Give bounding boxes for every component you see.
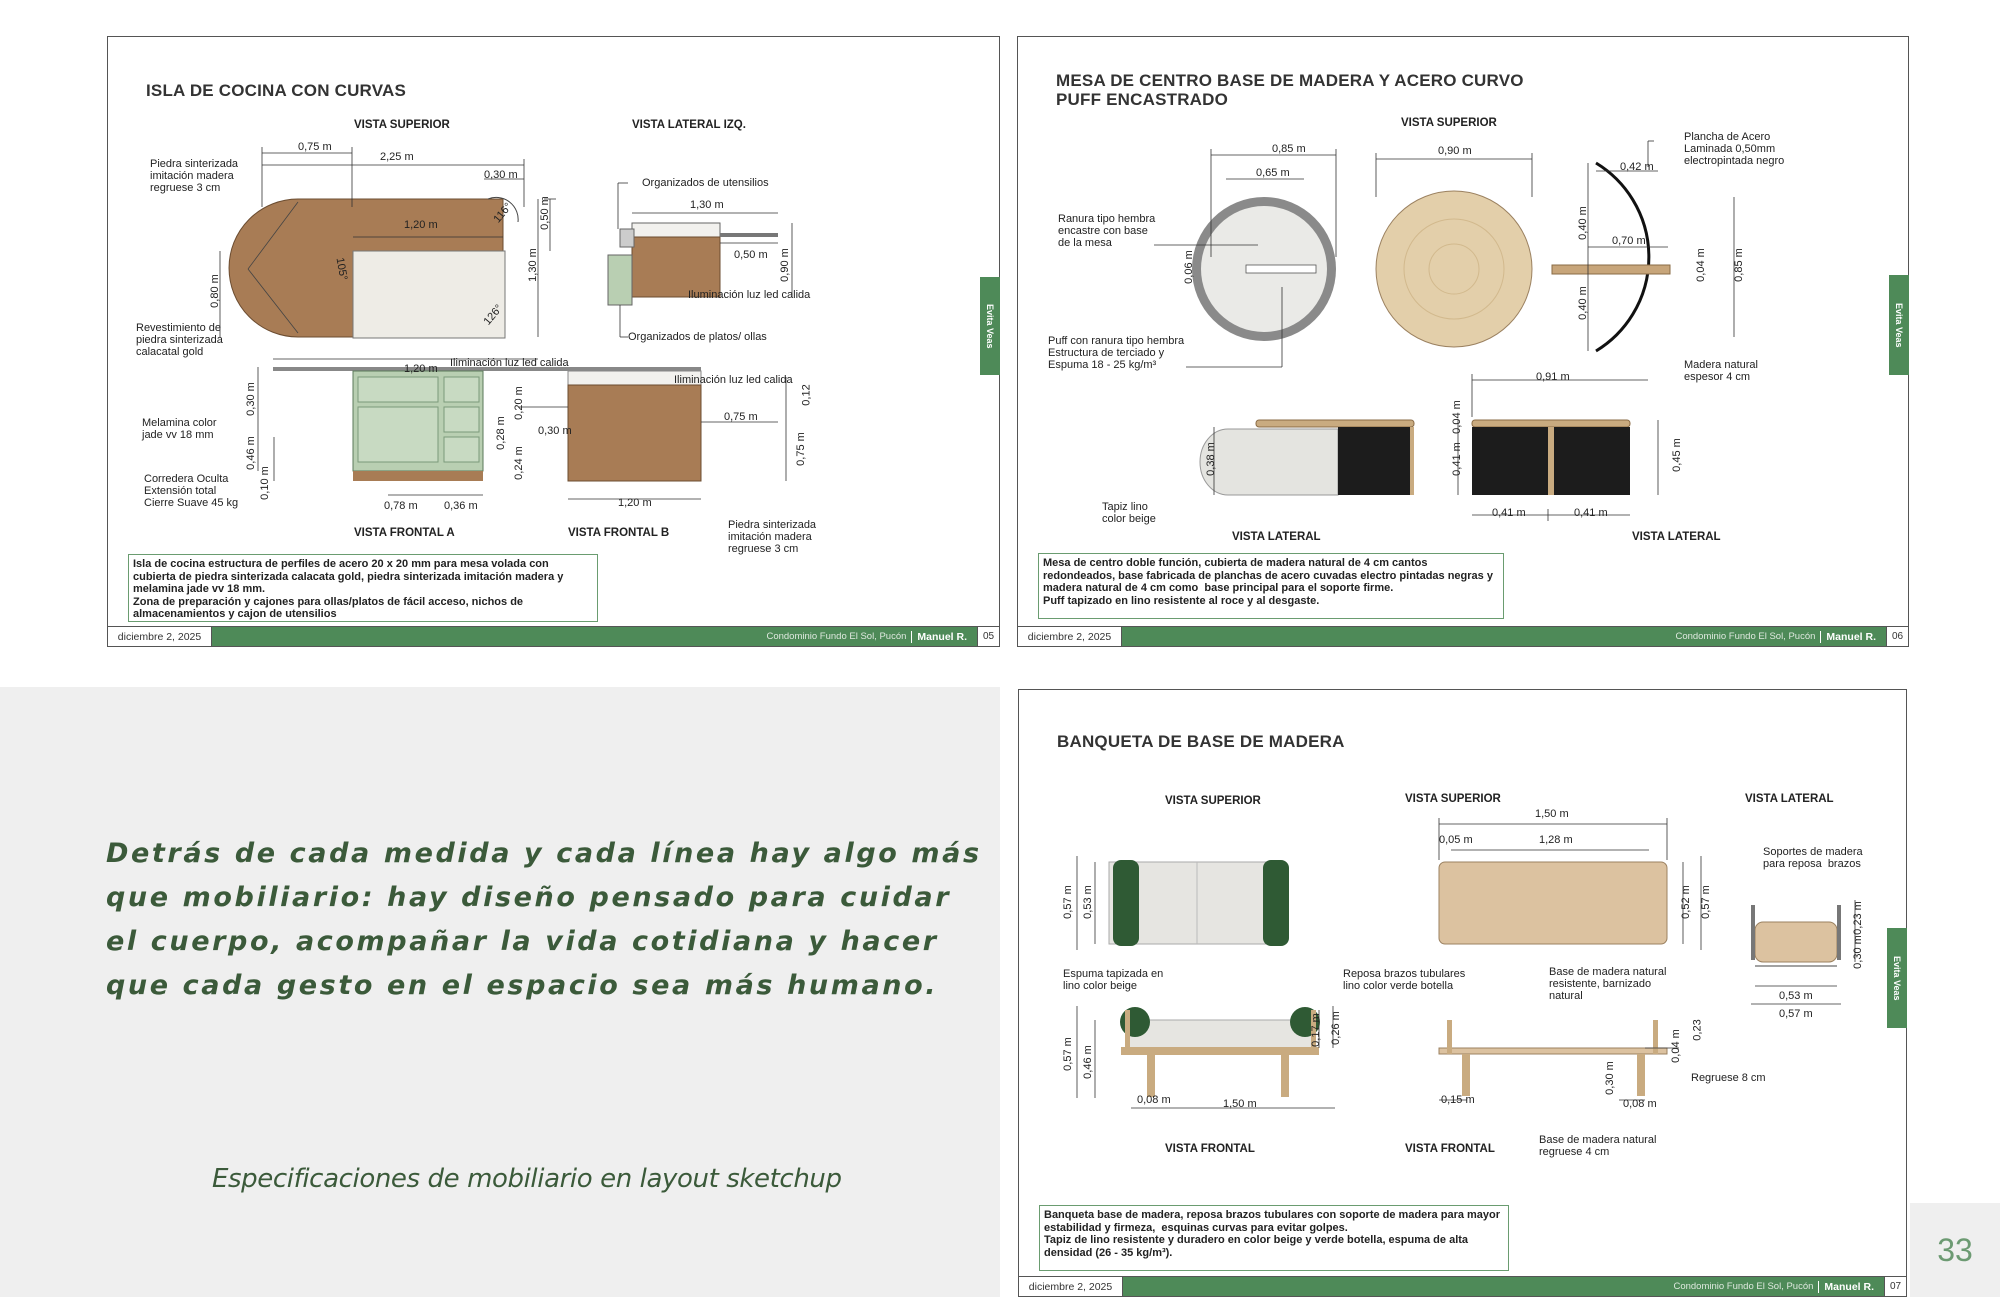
footer-band (1123, 1277, 1884, 1296)
sheet-footer (1018, 626, 1908, 646)
dim: 0,57 m (1061, 885, 1074, 919)
dim: 0,04 m (1694, 248, 1707, 282)
dim: 0,12 (800, 384, 813, 406)
sheet-note: Mesa de centro doble función, cubierta de madera natural de 4 cm cantos redondeados, base fabricada de planchas de acero cuvadas electro pintadas negras y madera natural de 4 cm como base principal para el soporte firme. Puff tapizado en lino resistente al roce y al desgaste. (1038, 553, 1504, 619)
bench-lat-seat (1755, 922, 1837, 962)
dim: 0,30 m (1603, 1061, 1616, 1095)
dim: 0,15 m (1441, 1094, 1475, 1106)
side-tab: Evita Veas (980, 277, 1000, 375)
dim: 0,08 m (1137, 1094, 1171, 1106)
lat1-tabletop (1256, 420, 1414, 427)
dim: 0,50 m (734, 249, 768, 261)
footer-page-number: 06 (1886, 627, 1908, 646)
dim: 116° (491, 200, 515, 226)
island-top-marble (353, 251, 505, 338)
view-label-lateral-1: VISTA LATERAL (1232, 531, 1321, 543)
dim: 0,57 m (1779, 1008, 1813, 1020)
label-revestimiento: Revestimiento de piedra sinterizada calacatal gold (136, 322, 223, 358)
bench-top-arm-left (1113, 860, 1139, 946)
dim: 0,05 m (1439, 834, 1473, 846)
label-melamina: Melamina color jade vv 18 mm (142, 417, 217, 441)
bench-front2-leg (1462, 1054, 1470, 1096)
bench-top-arm-right (1263, 860, 1289, 946)
footer-author: Manuel R. (1820, 631, 1876, 643)
dim: 1,50 m (1535, 808, 1569, 820)
dim: 0,91 m (1536, 371, 1570, 383)
dim: 0,23 m (1851, 901, 1864, 935)
dim: 0,17 m (1309, 1013, 1322, 1047)
view-label-front-a: VISTA FRONTAL A (354, 527, 455, 539)
lat1-steel-base (1338, 427, 1410, 495)
steel-curve-side (1596, 163, 1649, 351)
dim: 0,65 m (1256, 167, 1290, 179)
dim: 0,24 m (512, 446, 525, 480)
dim: 0,38 m (1204, 442, 1217, 476)
label-puff: Puff con ranura tipo hembra Estructura de terciado y Espuma 18 - 25 kg/m³ (1048, 335, 1185, 371)
dim: 0,41 m (1492, 507, 1526, 519)
dim: 0,85 m (1272, 143, 1306, 155)
bench-front-arm-left (1120, 1007, 1150, 1037)
dim: 0,30 m (538, 425, 572, 437)
dim: 0,42 m (1620, 161, 1654, 173)
dim: 0,80 m (208, 274, 221, 308)
dim: 0,53 m (1779, 990, 1813, 1002)
sheet-note: Isla de cocina estructura de perfiles de acero 20 x 20 mm para mesa volada con cubierta de piedra sinterizada calacata gold, piedra sinterizada imitación madera y melamina jade vv 18 mm. Zona de preparación y cajones para ollas/platos de fácil acceso, nichos de almacenamientos y cajon de utensilios (128, 554, 598, 622)
view-label-front-b: VISTA FRONTAL B (568, 527, 670, 539)
sheet-bench (1018, 689, 1907, 1297)
dim: 0,45 m (1670, 438, 1683, 472)
footer-band (1122, 627, 1886, 646)
dim: 0,30 m (484, 169, 518, 181)
view-label-lateral: VISTA LATERAL (1745, 793, 1834, 805)
dim: 0,75 m (298, 141, 332, 153)
bench-front-cushion (1127, 1020, 1313, 1048)
footer-band (212, 627, 977, 646)
footer-project: Condominio Fundo El Sol, Pucón (766, 631, 907, 642)
dim: 0,46 m (244, 436, 257, 470)
label-tapiz: Tapiz lino color beige (1102, 501, 1156, 525)
dim: 0,10 m (258, 466, 271, 500)
dim: 0,53 m (1081, 885, 1094, 919)
sheet-title: BANQUETA DE BASE DE MADERA (1057, 732, 1345, 751)
view-label-top: VISTA SUPERIOR (1401, 117, 1497, 129)
sheet-note: Banqueta base de madera, reposa brazos tubulares con soporte de madera para mayor estabilidad y firmeza, esquinas curvas para evitar golpes. Tapiz de lino resistente y duradero en color beige y verde botella, espuma de alta densidad (26 - 35 kg/m³). (1039, 1205, 1509, 1271)
label-piedra-front: Piedra sinterizada imitación madera regruese 3 cm (728, 519, 817, 555)
front-b-wood-body (568, 385, 701, 481)
label-soportes: Soportes de madera para reposa brazos (1763, 846, 1863, 870)
caption-text: Especificaciones de mobiliario en layout sketchup (212, 1164, 842, 1194)
dim: 1,20 m (404, 219, 438, 231)
view-label-front-2: VISTA FRONTAL (1405, 1143, 1495, 1155)
dim: 126° (481, 302, 506, 328)
dim: 0,57 m (1061, 1037, 1074, 1071)
dim: 0,90 m (1438, 145, 1472, 157)
side-view-shelf (608, 255, 632, 305)
dim: 0,75 m (724, 411, 758, 423)
sheet-footer (1019, 1276, 1906, 1296)
label-led-side: Iluminación luz led calida (688, 289, 811, 301)
sheet-title: ISLA DE COCINA CON CURVAS (146, 81, 407, 100)
sheet-coffee-table (1017, 36, 1909, 647)
footer-date: diciembre 2, 2025 (1018, 627, 1122, 646)
footer-date: diciembre 2, 2025 (108, 627, 212, 646)
dim: 1,20 m (618, 497, 652, 509)
dim: 0,50 m (538, 196, 551, 230)
dim: 0,41 m (1450, 442, 1463, 476)
page-number: 33 (1910, 1203, 2000, 1297)
bench-front-leg (1281, 1055, 1289, 1097)
dim: 0,52 m (1679, 885, 1692, 919)
side-tab: Evita Veas (1887, 928, 1907, 1028)
dim: 1,30 m (526, 248, 539, 282)
dim: 0,30 m (244, 382, 257, 416)
dim: 0,57 m (1699, 885, 1712, 919)
label-madera: Madera natural espesor 4 cm (1684, 359, 1758, 383)
footer-date: diciembre 2, 2025 (1019, 1277, 1123, 1296)
view-label-top-2: VISTA SUPERIOR (1405, 793, 1501, 805)
dim: 1,50 m (1223, 1098, 1257, 1110)
dim: 1,30 m (690, 199, 724, 211)
side-tab: Evita Veas (1889, 275, 1909, 375)
dim: 0,85 m (1732, 248, 1745, 282)
label-piedra-top: Piedra sinterizada imitación madera regruese 3 cm (150, 158, 239, 194)
sheet-footer (108, 626, 999, 646)
side-view-overhang (720, 233, 778, 237)
quote-text: Detrás de cada medida y cada línea hay algo más que mobiliario: hay diseño pensado para cuidar el cuerpo, acompañar la vida cotidiana y hacer que cada gesto en el espacio sea más humano. (106, 838, 982, 1001)
table-top-wood (1376, 191, 1532, 347)
dim: 0,75 m (794, 432, 807, 466)
dim: 0,36 m (444, 500, 478, 512)
footer-author: Manuel R. (911, 631, 967, 643)
dim: 0,04 m (1669, 1029, 1682, 1063)
dim: 0,06 m (1182, 250, 1195, 284)
dim: 0,04 m (1450, 400, 1463, 434)
lat2-tabletop (1472, 420, 1630, 427)
bench-front-leg (1147, 1055, 1155, 1097)
view-label-lateral-2: VISTA LATERAL (1632, 531, 1721, 543)
lat1-puff (1200, 429, 1338, 495)
footer-project: Condominio Fundo El Sol, Pucón (1673, 1281, 1814, 1292)
label-espuma: Espuma tapizada en lino color beige (1063, 968, 1164, 992)
lat2-steel-right (1554, 427, 1630, 495)
label-utensilios: Organizados de utensilios (642, 177, 769, 189)
lat2-steel-left (1472, 427, 1548, 495)
label-ranura: Ranura tipo hembra encastre con base de la mesa (1058, 213, 1156, 249)
front-a-wood-base (353, 471, 483, 481)
dim: 0,46 m (1081, 1045, 1094, 1079)
side-view-marble (632, 223, 720, 237)
dim: 2,25 m (380, 151, 414, 163)
dim: 0,70 m (1612, 235, 1646, 247)
dim: 0,30 m (1851, 935, 1864, 969)
sheet-kitchen-island (107, 36, 1000, 647)
bench-front2-leg (1637, 1054, 1645, 1096)
view-label-top: VISTA SUPERIOR (354, 119, 450, 131)
view-label-top-1: VISTA SUPERIOR (1165, 795, 1261, 807)
dim: 1,20 m (404, 363, 438, 375)
dim: 0,08 m (1623, 1098, 1657, 1110)
label-led-front-a: Iliminación luz led calida (450, 357, 569, 369)
footer-author: Manuel R. (1818, 1281, 1874, 1293)
dim: 105° (333, 256, 350, 282)
dim: 0,40 m (1576, 206, 1589, 240)
bench-top-wood (1439, 862, 1667, 944)
label-platos: Organizados de platos/ ollas (628, 331, 767, 343)
label-reposa: Reposa brazos tubulares lino color verde botella (1343, 968, 1466, 992)
footer-page-number: 07 (1884, 1277, 1906, 1296)
label-plancha: Plancha de Acero Laminada 0,50mm electropintada negro (1684, 131, 1785, 167)
label-base-nat: Base de madera natural resistente, barnizado natural (1549, 966, 1667, 1002)
label-regruese: Regruese 8 cm (1691, 1072, 1766, 1084)
dim: 0,78 m (384, 500, 418, 512)
dim: 1,28 m (1539, 834, 1573, 846)
dim: 0,41 m (1574, 507, 1608, 519)
dim: 0,40 m (1576, 286, 1589, 320)
dim: 0,20 m (512, 386, 525, 420)
label-led-front-b: Iliminación luz led calida (674, 374, 793, 386)
label-corredera: Corredera Oculta Extensión total Cierre Suave 45 kg (144, 473, 239, 509)
dim: 0,23 (1691, 1019, 1704, 1041)
side-view-body (632, 237, 720, 297)
dim: 0,26 m (1329, 1011, 1342, 1045)
footer-page-number: 05 (977, 627, 999, 646)
dim: 0,90 m (778, 248, 791, 282)
label-base-reg: Base de madera natural regruese 4 cm (1539, 1134, 1657, 1158)
bench-front2-board (1439, 1048, 1667, 1054)
sheet-title: MESA DE CENTRO BASE DE MADERA Y ACERO CURVO PUFF ENCASTRADO (1056, 71, 1524, 109)
dim: 0,28 m (494, 416, 507, 450)
footer-project: Condominio Fundo El Sol, Pucón (1675, 631, 1816, 642)
view-label-front-1: VISTA FRONTAL (1165, 1143, 1255, 1155)
view-label-side: VISTA LATERAL IZQ. (632, 119, 746, 131)
wood-shelf-side (1552, 265, 1670, 274)
